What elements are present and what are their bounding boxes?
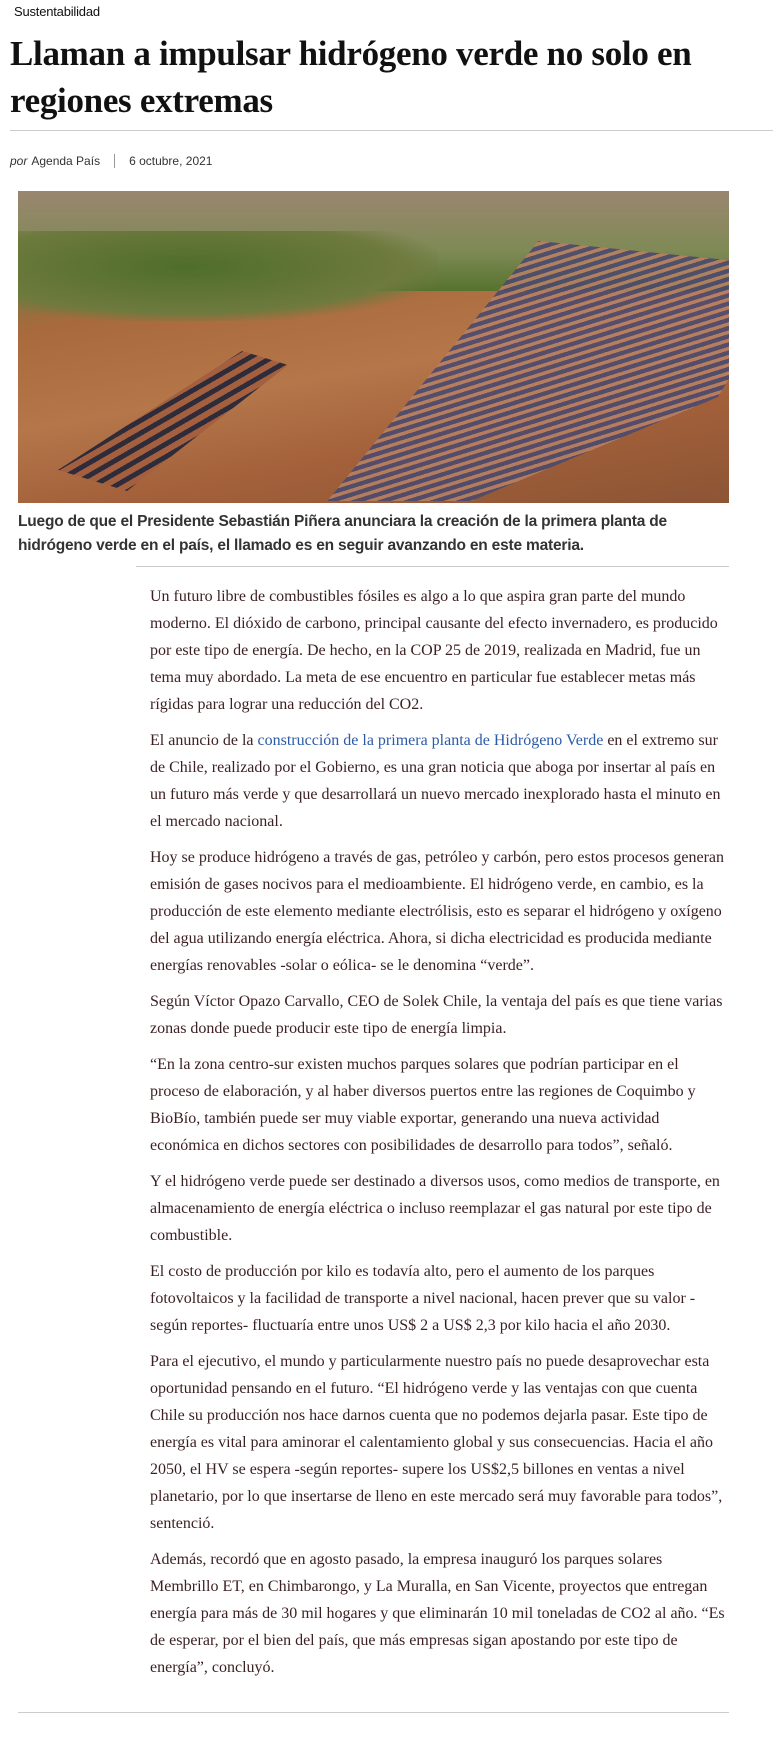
by-label: por: [10, 154, 28, 168]
divider: [136, 566, 729, 567]
paragraph: El costo de producción por kilo es todavía alto, pero el aumento de los parques fotovoltaicos y la facilidad de transporte a nivel nacional, hacen prever que su valor -según reportes- fluctuaría entre unos US$ 2 a US$ 2,3 por kilo hacia el año 2030.: [150, 1263, 696, 1334]
author-link[interactable]: Agenda País: [31, 154, 101, 168]
meta-separator: [114, 154, 115, 168]
article-meta: [10, 154, 212, 168]
planta-hidrogeno-link[interactable]: construcción de la primera planta de Hidrógeno Verde: [257, 732, 604, 749]
category-link[interactable]: Sustentabilidad: [14, 4, 100, 19]
article-photo-solar-plant: [18, 191, 729, 503]
photo-solar-panels-left: [58, 351, 288, 491]
divider: [10, 130, 773, 131]
paragraph: [150, 727, 732, 835]
paragraph-text: El anuncio de la: [150, 732, 258, 749]
paragraph: Y el hidrógeno verde puede ser destinado a diversos usos, como medios de transporte, en almacenamiento de energía eléctrica o incluso reemplazar el gas natural por este tipo de combustible.: [150, 1173, 720, 1244]
paragraph: Además, recordó que en agosto pasado, la empresa inauguró los parques solares Membrillo ET, en Chimbarongo, y La Muralla, en San Vicente, proyectos que entregan energía para más de 30 mil hogares y que eliminarán 10 mil toneladas de CO2 al año. “Es de esperar, por el bien del país, que más empresas sigan apostando por este tipo de energía”, concluyó.: [150, 1551, 725, 1676]
paragraph: “En la zona centro-sur existen muchos parques solares que podrían participar en el proceso de elaboración, y al haber diversos puertos entre las regiones de Coquimbo y BioBío, también puede ser muy viable exportar, generando una nueva actividad económica en dichos sectores con posibilidades de desarrollo para todos”, señaló.: [150, 1056, 696, 1154]
paragraph: Un futuro libre de combustibles fósiles es algo a lo que aspira gran parte del mundo moderno. El dióxido de carbono, principal causante del efecto invernadero, es producido por este tipo de energía. De hecho, en la COP 25 de 2019, realizada en Madrid, fue un tema muy abordado. La meta de ese encuentro en particular fue establecer metas más rígidas para lograr una reducción del CO2.: [150, 588, 718, 713]
photo-vegetation: [18, 231, 438, 321]
publish-date: 6 octubre, 2021: [129, 154, 213, 168]
paragraph: Para el ejecutivo, el mundo y particularmente nuestro país no puede desaprovechar esta oportunidad pensando en el futuro. “El hidrógeno verde y las ventajas con que cuenta Chile su producción nos hace darnos cuenta que no podemos dejarla pasar. Este tipo de energía es vital para aminorar el calentamiento global y sus consecuencias. Hacia el año 2050, el HV se espera -según reportes- supere los US$2,5 billones en ventas a nivel planetario, por lo que insertarse de lleno en este mercado será muy favorable para todos”, sentenció.: [150, 1353, 723, 1532]
paragraph-text: en el extremo sur de Chile, realizado por el Gobierno, es una gran noticia que aboga por insertar al país en un futuro más verde y que desarrollará un nuevo mercado inexplorado hasta el minuto en el mercado nacional.: [150, 732, 721, 830]
photo-caption: Luego de que el Presidente Sebastián Piñera anunciara la creación de la primera planta de hidrógeno verde en el país, el llamado es en seguir avanzando en este materia.: [18, 513, 667, 554]
article-title: Llaman a impulsar hidrógeno verde no solo en regiones extremas: [10, 34, 692, 120]
article-body: [150, 583, 732, 1690]
paragraph: Hoy se produce hidrógeno a través de gas, petróleo y carbón, pero estos procesos generan emisión de gases nocivos para el medioambiente. El hidrógeno verde, en cambio, es la producción de este elemento mediante electrólisis, esto es separar el hidrógeno y oxígeno del agua utilizando energía eléctrica. Ahora, si dicha electricidad es producida mediante energías renovables -solar o eólica- se le denomina “verde”.: [150, 849, 725, 974]
divider: [18, 1712, 729, 1713]
paragraph: Según Víctor Opazo Carvallo, CEO de Solek Chile, la ventaja del país es que tiene varias zonas donde puede producir este tipo de energía limpia.: [150, 993, 723, 1037]
